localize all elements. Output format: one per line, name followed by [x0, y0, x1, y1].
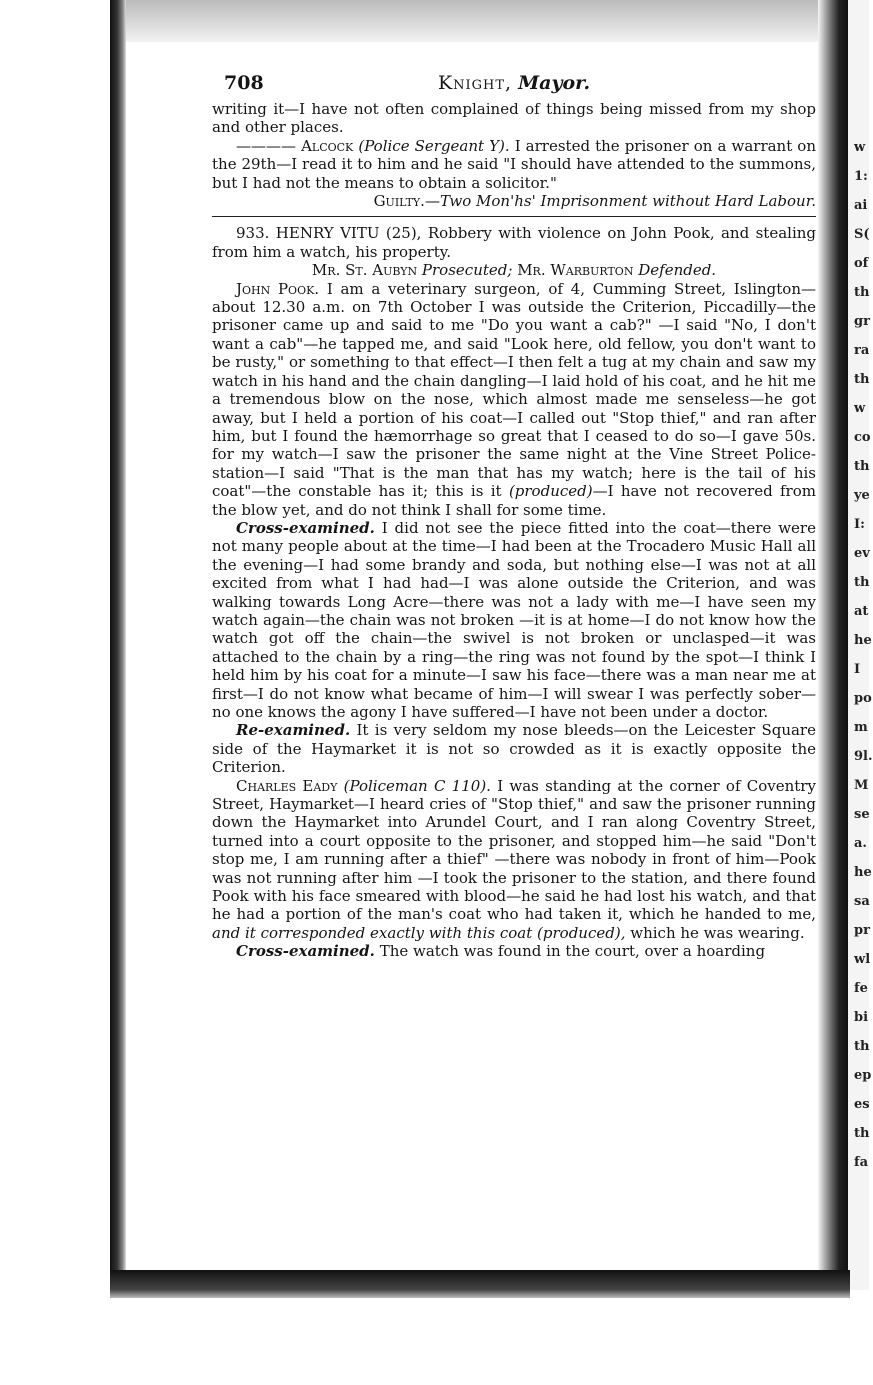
eady-testimony	[212, 777, 816, 943]
eady-text: I was standing at the corner of Coventry Street, Haymarket—I heard cries of "Stop thief," and saw the prisoner running down the Haymarket into Arundel Court, and I ran along Coventry Street, turned into a court opposite to the prisoner, and stopped him—he said "Don't stop me, I am running after a thief" —there was nobody in front of him—Pook was not running after him —I took the prisoner to the station, and there found Pook with his face smeared with blood—he said he had lost his watch, and that he had a portion of the man's coat who had taken it, which he handed to me,	[212, 776, 816, 924]
cross-examination-text-2: The watch was found in the court, over a hoarding	[379, 942, 766, 961]
facing-page-fragment: a.	[854, 836, 867, 851]
facing-page-fragment: I	[854, 662, 861, 677]
facing-page-fragment: w	[854, 140, 866, 155]
continued-text: writing it—I have not often complained of things being missed from my shop and other places.	[212, 100, 816, 137]
verdict-sentence: —Two Mon'hs' Imprisonment without Hard Labour.	[424, 192, 816, 211]
facing-page-fragment: ai	[854, 198, 868, 213]
book-left-edge	[110, 0, 126, 1290]
facing-page-fragment: sa	[854, 894, 870, 909]
cross-examination-text: I did not see the piece fitted into the coat—there were not many people about at the time—I had been at the Trocadero Music Hall all the evening—I had some brandy and soda, but nothing else—I was not at all excited from what I had had—I was alone outside the Criterion, and was walking towards Long Acre—there was not a lady with me—I have seen my watch again—the chain was not broken —it is at home—I do not know how the watch got off the chain—the swivel is not broken or unclasped—it was attached to the chain by a ring—the ring was not found by the spot—I think I held him by his coat for a minute—I saw his face—there was a man near me at first—I do not know what became of him—I will swear I was perfectly sober— no one knows the agony I have suffered—I have not been under a doctor.	[212, 518, 816, 721]
facing-page-fragment: wl	[854, 952, 871, 967]
facing-page-fragment: S(	[854, 227, 870, 242]
facing-page-fragment: pr	[854, 923, 870, 938]
pook-text-end: —I have not recovered from the blow yet, and do not think I shall for some time.	[212, 482, 816, 519]
facing-page-fragment: 9l.	[854, 749, 873, 764]
verdict-label: Guilty.	[373, 192, 425, 211]
pook-testimony	[212, 280, 816, 519]
facing-page-fragment: th	[854, 1126, 870, 1141]
alcock-text: I arrested the prisoner on a warrant on the 29th—I read it to him and he said "I should have attended to the summons, but I had not the means to obtain a solicitor."	[212, 136, 816, 192]
alcock-dash: ————	[236, 136, 296, 155]
facing-page-fragment: w	[854, 401, 866, 416]
witness-role-alcock: (Police Sergeant Y).	[358, 136, 510, 155]
defence-counsel: Mr. Warburton	[517, 261, 634, 280]
facing-page-fragment: he	[854, 865, 872, 880]
facing-page-fragment: po	[854, 691, 872, 706]
facing-page-fragment: th	[854, 459, 870, 474]
witness-name-alcock: Alcock	[301, 136, 354, 155]
facing-page-fragment: m	[854, 720, 868, 735]
facing-page-fragment: ra	[854, 343, 870, 358]
case-heading: 933. HENRY VITU (25), Robbery with violence on John Pook, and stealing from him a watch, his property.	[212, 224, 816, 261]
cross-examined-label: Cross-examined.	[236, 518, 375, 537]
page-number: 708	[224, 72, 264, 94]
re-examination	[212, 721, 816, 776]
running-head	[212, 74, 816, 92]
witness-role-eady: (Policeman C 110).	[343, 776, 491, 795]
facing-page-fragment: ep	[854, 1068, 872, 1083]
produced-note-2: (produced),	[537, 923, 626, 942]
facing-page-fragment: th	[854, 1039, 870, 1054]
counsel-line	[212, 261, 816, 279]
facing-page-fragment: ev	[854, 546, 870, 561]
facing-page-fragment: es	[854, 1097, 870, 1112]
re-examination-text: It is very seldom my nose bleeds—on the Leicester Square side of the Haymarket it is not so crowded as it is exactly opposite the Criterion.	[212, 721, 816, 777]
facing-page-edge	[848, 0, 873, 1290]
scan-margin	[0, 1298, 869, 1385]
facing-page-fragment: at	[854, 604, 869, 619]
facing-page-fragment: M	[854, 778, 869, 793]
pook-text: I am a veterinary surgeon, of 4, Cumming Street, Islington—about 12.30 a.m. on 7th October I was outside the Criterion, Piccadilly—the prisoner came up and said to me "Do you want a cab?" —I said "No, I don't want a cab"—he tapped me, and said "Look here, old fellow, you don't want to be rusty," or something to that effect—I then felt a tug at my chain and saw my watch in his hand and the chain dangling—I laid hold of his coat, and he hit me a tremendous blow on the nose, which almost made me senseless—he got away, but I held a portion of his coat—I called out "Stop thief," and ran after him, but I found the hæmorrhage so great that I ceased to do so—I gave 50s. for my watch—I saw the prisoner the same night at the Vine Street Police-station—I said "That is the man that has my watch; here is the tail of his coat"—the constable has it; this is it	[212, 279, 816, 501]
alcock-testimony	[212, 137, 816, 192]
facing-page-fragment: I:	[854, 517, 865, 532]
produced-note: (produced)	[508, 482, 593, 501]
case-divider	[212, 216, 816, 217]
prosecution-counsel: Mr. St. Aubyn	[311, 261, 418, 280]
facing-page-fragment: se	[854, 807, 870, 822]
facing-page-fragment: he	[854, 633, 872, 648]
witness-name-eady: Charles Eady	[236, 776, 338, 795]
facing-page-fragment: fa	[854, 1155, 869, 1170]
cross-examination-pook	[212, 519, 816, 721]
running-head-title: Mayor.	[518, 72, 591, 94]
facing-page-fragment: 1:	[854, 169, 868, 184]
book-bottom-edge	[110, 1270, 850, 1298]
facing-page-fragment: gr	[854, 314, 870, 329]
prosecution-label: Prosecuted;	[421, 261, 513, 280]
page-body	[212, 70, 816, 961]
facing-page-fragment: th	[854, 372, 870, 387]
facing-page-fragment: th	[854, 575, 870, 590]
scan-top-shade	[118, 0, 838, 42]
eady-italic-text: and it corresponded exactly with this coat	[212, 923, 533, 942]
page-header	[212, 70, 816, 100]
defence-label: Defended.	[638, 261, 717, 280]
running-head-name: Knight,	[437, 72, 513, 94]
eady-text-end: which he was wearing.	[630, 923, 805, 942]
facing-page-fragment: bi	[854, 1010, 869, 1025]
verdict	[212, 192, 816, 210]
facing-page-fragment: of	[854, 256, 869, 271]
facing-page-fragment: co	[854, 430, 871, 445]
facing-page-fragment: ye	[854, 488, 870, 503]
book-gutter	[818, 0, 848, 1290]
facing-page-fragment: fe	[854, 981, 868, 996]
re-examined-label: Re-examined.	[236, 721, 351, 740]
cross-examined-label-2: Cross-examined.	[236, 942, 375, 961]
cross-examination-eady	[212, 942, 816, 960]
witness-name-pook: John Pook.	[236, 279, 320, 298]
facing-page-fragment: th	[854, 285, 870, 300]
